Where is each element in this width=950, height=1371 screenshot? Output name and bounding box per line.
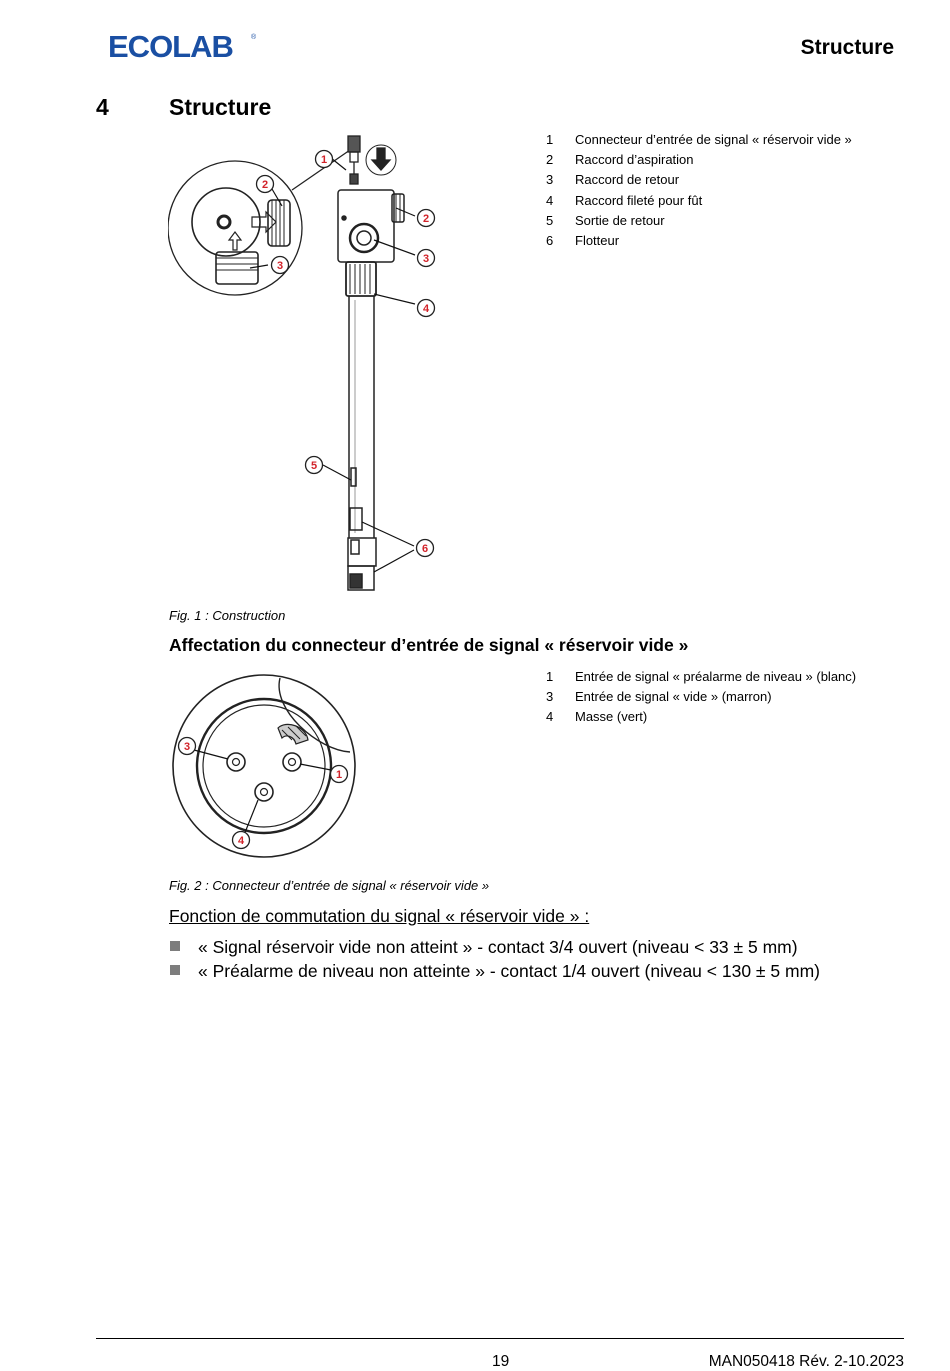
svg-text:2: 2 (422, 213, 430, 225)
bullet-square-icon (170, 965, 180, 975)
bullet-square-icon (170, 941, 180, 951)
svg-text:1: 1 (335, 769, 343, 781)
svg-text:®: ® (251, 34, 257, 41)
legend-item: 1 Connecteur d’entrée de signal « réservoir vide » (546, 132, 852, 147)
svg-text:3: 3 (422, 253, 430, 265)
pin-callout-1 (331, 766, 348, 783)
connector-assignment-title: Affectation du connecteur d’entrée de signal « réservoir vide » (169, 635, 689, 655)
callout-4 (418, 300, 435, 317)
svg-text:4: 4 (237, 835, 245, 847)
section-number: 4 (96, 94, 109, 120)
connector-pinout-figure (168, 670, 360, 862)
callout-1 (316, 151, 333, 168)
section-title: Structure (169, 94, 272, 120)
svg-text:4: 4 (422, 303, 430, 315)
callout-3-head (418, 250, 435, 267)
suction-tube (348, 296, 376, 590)
pin-callout-4 (233, 832, 250, 849)
bullet-item: « Signal réservoir vide non atteint » - contact 3/4 ouvert (niveau < 33 ± 5 mm) (169, 935, 820, 959)
svg-text:1: 1 (320, 154, 328, 166)
callout-6 (417, 540, 434, 557)
legend-item: 5 Sortie de retour (546, 212, 665, 228)
callout-3-detail (272, 257, 289, 274)
switching-bullet-list (169, 935, 820, 983)
legend-item: 2 Raccord d’aspiration (546, 152, 694, 168)
construction-figure (168, 128, 443, 598)
pump-head (338, 190, 404, 296)
svg-text:6: 6 (421, 543, 429, 555)
figure-2-caption: Fig. 2 : Connecteur d’entrée de signal « réservoir vide » (169, 878, 490, 893)
legend-item: 6 Flotteur (546, 232, 620, 248)
callout-5 (306, 457, 323, 474)
document-reference: MAN050418 Rév. 2-10.2023 (708, 1353, 904, 1370)
legend-item: 1 Entrée de signal « préalarme de niveau » (blanc) (546, 669, 857, 684)
figure-1-caption: Fig. 1 : Construction (169, 608, 286, 623)
bullet-item: « Préalarme de niveau non atteinte » - contact 1/4 ouvert (niveau < 130 ± 5 mm) (169, 959, 820, 983)
callout-2-detail (257, 176, 274, 193)
switching-function-title: Fonction de commutation du signal « réservoir vide » : (169, 906, 590, 926)
legend-item: 4 Raccord fileté pour fût (546, 192, 703, 208)
legend-item: 4 Masse (vert) (546, 709, 648, 725)
pinout-legend (546, 667, 856, 728)
page-number: 19 (492, 1353, 510, 1370)
ecolab-logo (108, 30, 258, 62)
svg-text:5: 5 (310, 460, 318, 472)
detail-view (168, 150, 350, 295)
svg-text:3: 3 (276, 260, 284, 272)
pin-callout-3 (179, 738, 196, 755)
legend-item: 3 Raccord de retour (546, 172, 680, 188)
logo-text: ECOLAB (108, 30, 233, 62)
header-title: Structure (800, 36, 894, 59)
legend-item: 3 Entrée de signal « vide » (marron) (546, 689, 772, 705)
svg-text:2: 2 (261, 179, 269, 191)
callout-2-head (418, 210, 435, 227)
svg-text:3: 3 (183, 741, 191, 753)
construction-legend (546, 130, 852, 251)
footer-divider (96, 1338, 904, 1339)
signal-connector (348, 136, 396, 184)
